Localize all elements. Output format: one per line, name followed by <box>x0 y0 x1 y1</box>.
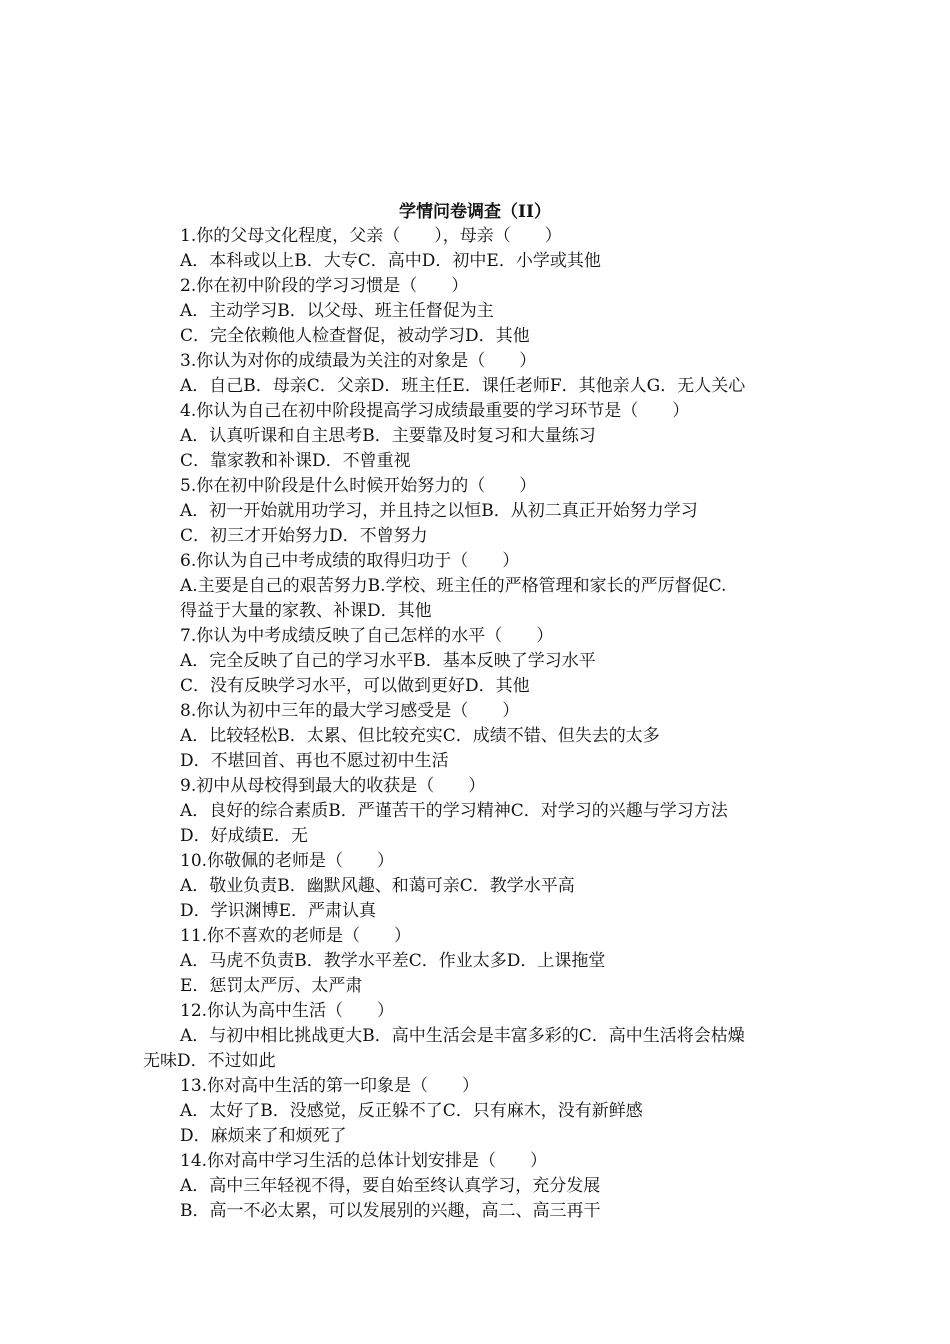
option-line: C．没有反映学习水平，可以做到更好D．其他 <box>180 676 530 696</box>
option-line: C．完全依赖他人检查督促，被动学习D．其他 <box>180 326 530 346</box>
option-line: A．比较轻松B．太累、但比较充实C．成绩不错、但失去的太多 <box>180 726 660 746</box>
question-line: 1.你的父母文化程度，父亲（ ），母亲（ ） <box>180 226 562 246</box>
question-line: 4.你认为自己在初中阶段提高学习成绩最重要的学习环节是（ ） <box>180 401 690 421</box>
question-line: 9.初中从母校得到最大的收获是（ ） <box>180 776 486 796</box>
option-line: A．良好的综合素质B．严谨苦干的学习精神C．对学习的兴趣与学习方法 <box>180 801 728 821</box>
question-list <box>0 224 950 1224</box>
option-line: D．麻烦来了和烦死了 <box>180 1126 347 1146</box>
option-line: A．高中三年轻视不得，要自始至终认真学习，充分发展 <box>180 1176 601 1196</box>
option-line: 无味D．不过如此 <box>143 1051 276 1071</box>
option-line: A．敬业负责B．幽默风趣、和蔼可亲C．教学水平高 <box>180 876 575 896</box>
question-line: 5.你在初中阶段是什么时候开始努力的（ ） <box>180 476 537 496</box>
question-line: 12.你认为高中生活（ ） <box>180 1001 395 1021</box>
document-title: 学情问卷调查（II） <box>399 202 551 222</box>
option-line: C．靠家教和补课D．不曾重视 <box>180 451 411 471</box>
question-line: 14.你对高中学习生活的总体计划安排是（ ） <box>180 1151 548 1171</box>
option-line: A．完全反映了自己的学习水平B．基本反映了学习水平 <box>180 651 596 671</box>
option-line: A．本科或以上B．大专C．高中D．初中E．小学或其他 <box>180 251 601 271</box>
option-line: D．不堪回首、再也不愿过初中生活 <box>180 751 449 771</box>
option-line: C．初三才开始努力D．不曾努力 <box>180 526 428 546</box>
option-line: B．高一不必太累，可以发展别的兴趣，高二、高三再干 <box>180 1201 601 1221</box>
question-line: 3.你认为对你的成绩最为关注的对象是（ ） <box>180 351 537 371</box>
option-line: A．主动学习B．以父母、班主任督促为主 <box>180 301 494 321</box>
question-line: 8.你认为初中三年的最大学习感受是（ ） <box>180 701 520 721</box>
option-line: A．马虎不负责B．教学水平差C．作业太多D．上课拖堂 <box>180 951 606 971</box>
option-line: A．自己B．母亲C．父亲D．班主任E．课任老师F．其他亲人G．无人关心 <box>180 376 746 396</box>
option-line: 得益于大量的家教、补课D．其他 <box>180 601 432 621</box>
question-line: 2.你在初中阶段的学习习惯是（ ） <box>180 276 469 296</box>
option-line: D．好成绩E．无 <box>180 826 309 846</box>
option-line: A．与初中相比挑战更大B．高中生活会是丰富多彩的C．高中生活将会枯燥 <box>180 1026 745 1046</box>
question-line: 11.你不喜欢的老师是（ ） <box>180 926 412 946</box>
question-line: 13.你对高中生活的第一印象是（ ） <box>180 1076 480 1096</box>
question-line: 10.你敬佩的老师是（ ） <box>180 851 395 871</box>
option-line: E．惩罚太严厉、太严肃 <box>180 976 363 996</box>
option-line: A.主要是自己的艰苦努力B.学校、班主任的严格管理和家长的严厉督促C. <box>180 576 727 596</box>
option-line: A．初一开始就用功学习，并且持之以恒B．从初二真正开始努力学习 <box>180 501 698 521</box>
option-line: D．学识渊博E．严肃认真 <box>180 901 377 921</box>
question-line: 6.你认为自己中考成绩的取得归功于（ ） <box>180 551 520 571</box>
question-line: 7.你认为中考成绩反映了自己怎样的水平（ ） <box>180 626 554 646</box>
option-line: A．认真听课和自主思考B．主要靠及时复习和大量练习 <box>180 426 596 446</box>
option-line: A．太好了B．没感觉，反正躲不了C．只有麻木，没有新鲜感 <box>180 1101 643 1121</box>
